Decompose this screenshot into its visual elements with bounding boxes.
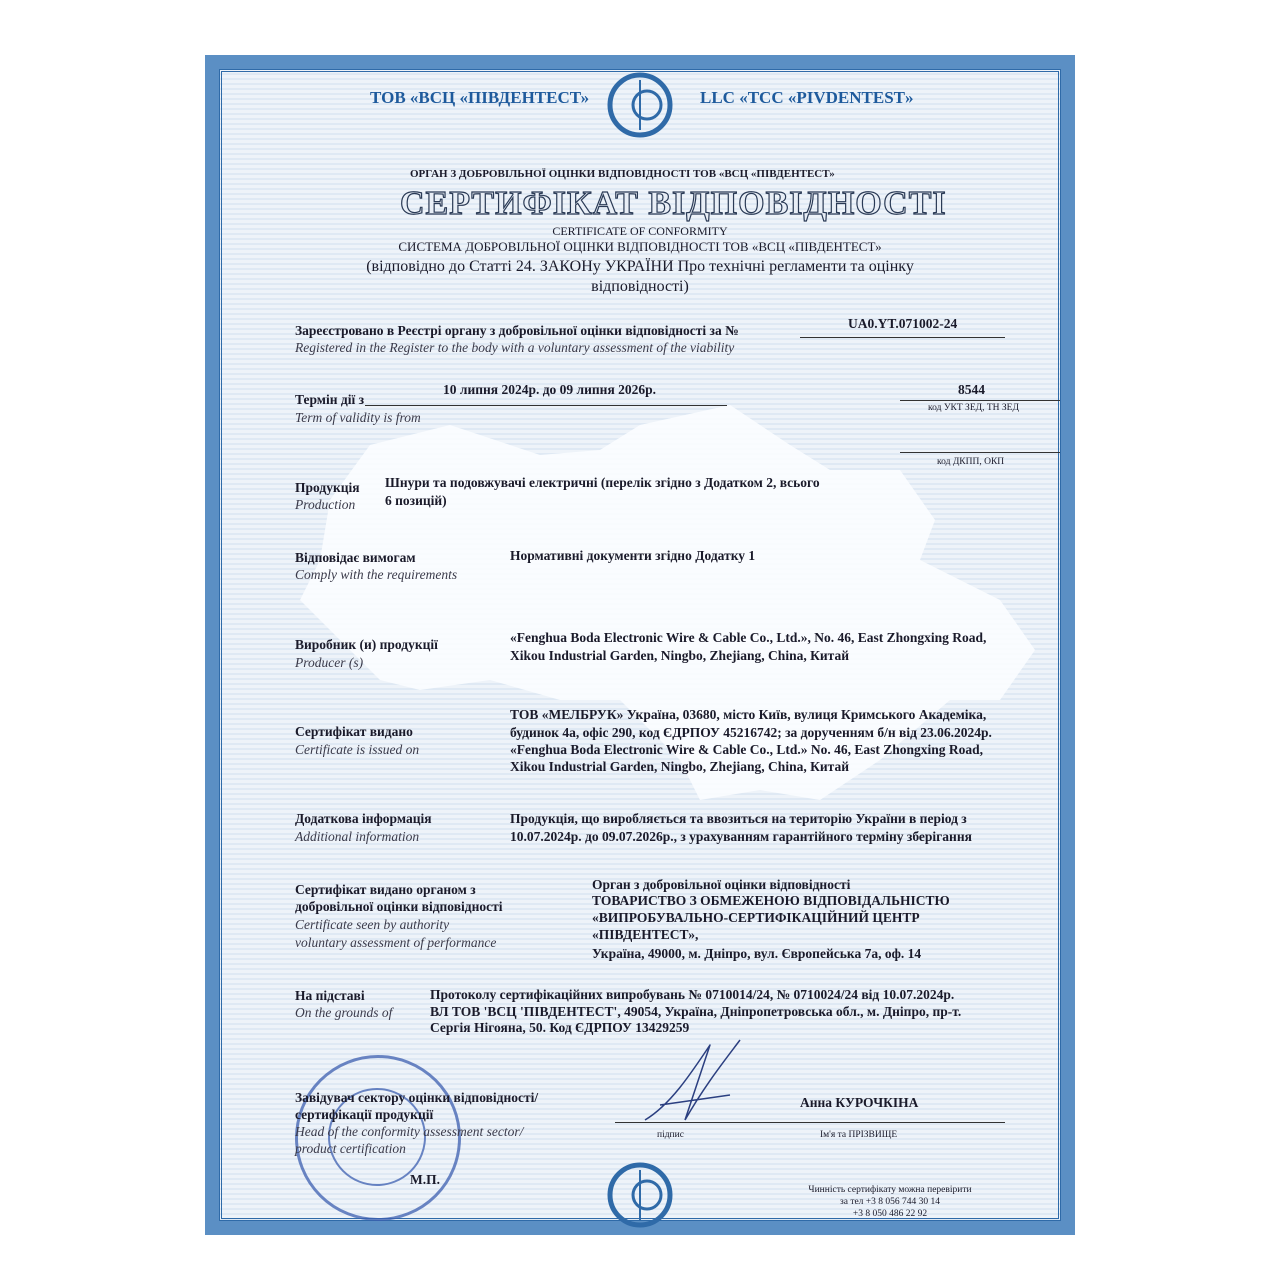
requirements-label: Відповідає вимогам <box>295 550 416 565</box>
production-label: Продукція <box>295 480 360 495</box>
production-label-en: Production <box>295 497 356 512</box>
issued-value-2: будинок 4а, офіс 290, код ЄДРПОУ 45216742; за дорученням б/н від 23.06.2024р. <box>510 725 992 740</box>
head-label-1: Завідувач сектору оцінки відповідності/ <box>295 1090 539 1105</box>
organ-heading: ОРГАН З ДОБРОВІЛЬНОЇ ОЦІНКИ ВІДПОВІДНОСТІ ТОВ «ВСЦ «ПІВДЕНТЕСТ» <box>410 168 835 180</box>
grounds-value-3: Сергія Нігояна, 50. Код ЄДРПОУ 13429259 <box>430 1020 690 1035</box>
head-label-2: сертифікації продукції <box>295 1107 434 1122</box>
additional-value-2: 10.07.2024р. до 09.07.2026р., з урахуванням гарантійного терміну зберігання <box>510 829 972 844</box>
head-label-en-2: product certification <box>295 1141 406 1156</box>
signature-label: підпис <box>657 1130 684 1140</box>
validity-period: 10 липня 2024р. до 09 липня 2026р. <box>443 382 657 397</box>
signatory-name: Анна КУРОЧКІНА <box>800 1095 919 1110</box>
dkpp-code-label: код ДКПП, ОКП <box>937 457 1005 467</box>
authority-label-en-1: Certificate seen by authority <box>295 917 450 932</box>
producer-value-1: «Fenghua Boda Electronic Wire & Cable Co., Ltd.», No. 46, East Zhongxing Road, <box>510 630 987 645</box>
producer-label-en: Producer (s) <box>295 655 364 670</box>
producer-value-2: Xikou Industrial Garden, Ningbo, Zhejiang, China, Китай <box>510 648 849 663</box>
requirements-label-en: Comply with the requirements <box>295 567 458 582</box>
grounds-value-1: Протоколу сертифікаційних випробувань № 0710014/24, № 0710024/24 від 10.07.2024р. <box>430 987 955 1002</box>
requirements-value: Нормативні документи згідно Додатку 1 <box>510 548 756 563</box>
law-line-1: (відповідно до Статті 24. ЗАКОНу УКРАЇНИ Про технічні регламенти та оцінку <box>366 258 914 275</box>
issued-value-3: «Fenghua Boda Electronic Wire & Cable Co., Ltd.» No. 46, East Zhongxing Road, <box>510 742 984 757</box>
authority-value-3: «ВИПРОБУВАЛЬНО-СЕРТИФІКАЦІЙНИЙ ЦЕНТР <box>592 910 920 925</box>
term-label-en: Term of validity is from <box>295 410 421 425</box>
header-right: LLC «TCC «PIVDENTEST» <box>700 88 914 107</box>
authority-label-en-2: voluntary assessment of performance <box>295 935 497 950</box>
issued-label: Сертифікат видано <box>295 724 413 739</box>
certificate-subtitle: CERTIFICATE OF CONFORMITY <box>552 224 728 238</box>
issued-label-en: Certificate is issued on <box>295 742 420 757</box>
head-label-en-1: Head of the conformity assessment sector/ <box>295 1124 524 1139</box>
grounds-label-en: On the grounds of <box>295 1005 393 1020</box>
authority-value-2: ТОВАРИСТВО З ОБМЕЖЕНОЮ ВІДПОВІДАЛЬНІСТЮ <box>592 893 950 908</box>
grounds-label: На підставі <box>295 988 365 1003</box>
additional-label-en: Additional information <box>295 829 420 844</box>
term-label: Термін дії з <box>295 392 365 407</box>
system-line: СИСТЕМА ДОБРОВІЛЬНОЇ ОЦІНКИ ВІДПОВІДНОСТІ ТОВ «ВСЦ «ПІВДЕНТЕСТ» <box>398 239 882 254</box>
law-line-2: відповідності) <box>591 278 689 295</box>
verify-line-3: +3 8 050 486 22 92 <box>852 1209 928 1219</box>
additional-value-1: Продукція, що виробляється та ввозиться на територію України в період з <box>510 811 967 826</box>
registration-number: UA0.YT.071002-24 <box>848 316 958 331</box>
verify-line-1: Чинність сертифікату можна перевірити <box>808 1185 972 1195</box>
authority-label-1: Сертифікат видано органом з <box>295 882 476 897</box>
authority-value-5: Україна, 49000, м. Дніпро, вул. Європейська 7а, оф. 14 <box>592 946 922 961</box>
certificate-title: СЕРТИФІКАТ ВІДПОВІДНОСТІ <box>400 185 947 222</box>
ukt-code-label: код УКТ ЗЕД, ТН ЗЕД <box>928 403 1019 413</box>
authority-value-4: «ПІВДЕНТЕСТ», <box>592 927 699 942</box>
ukt-code: 8544 <box>958 382 985 397</box>
issued-value-4: Xikou Industrial Garden, Ningbo, Zhejiang, China, Китай <box>510 759 849 774</box>
pivdentest-logo-bottom-icon <box>605 1160 675 1230</box>
production-value-2: 6 позицій) <box>385 493 447 508</box>
signature <box>630 1035 750 1130</box>
verify-line-2: за тел +3 8 056 744 30 14 <box>839 1197 941 1207</box>
registered-label: Зареєстровано в Реєстрі органу з добровільної оцінки відповідності за № <box>295 323 739 338</box>
signatory-name-label: Ім'я та ПРІЗВИЩЕ <box>820 1130 898 1140</box>
producer-label: Виробник (и) продукції <box>295 637 438 652</box>
issued-value-1: ТОВ «МЕЛБРУК» Україна, 03680, місто Київ, вулиця Кримського Академіка, <box>510 707 987 722</box>
registered-label-en: Registered in the Register to the body with a voluntary assessment of the viability <box>295 340 735 355</box>
additional-label: Додаткова інформація <box>295 811 432 826</box>
header-left: ТОВ «ВСЦ «ПІВДЕНТЕСТ» <box>370 88 590 107</box>
grounds-value-2: ВЛ ТОВ 'ВСЦ 'ПІВДЕНТЕСТ', 49054, Україна, Дніпропетровська обл., м. Дніпро, пр-т. <box>430 1004 962 1019</box>
production-value-1: Шнури та подовжувачі електричні (перелік згідно з Додатком 2, всього <box>385 475 820 490</box>
authority-value-1: Орган з добровільної оцінки відповідності <box>592 877 851 892</box>
authority-label-2: добровільної оцінки відповідності <box>295 899 503 914</box>
seal-place-label: М.П. <box>410 1172 440 1187</box>
pivdentest-logo-icon <box>605 70 675 140</box>
